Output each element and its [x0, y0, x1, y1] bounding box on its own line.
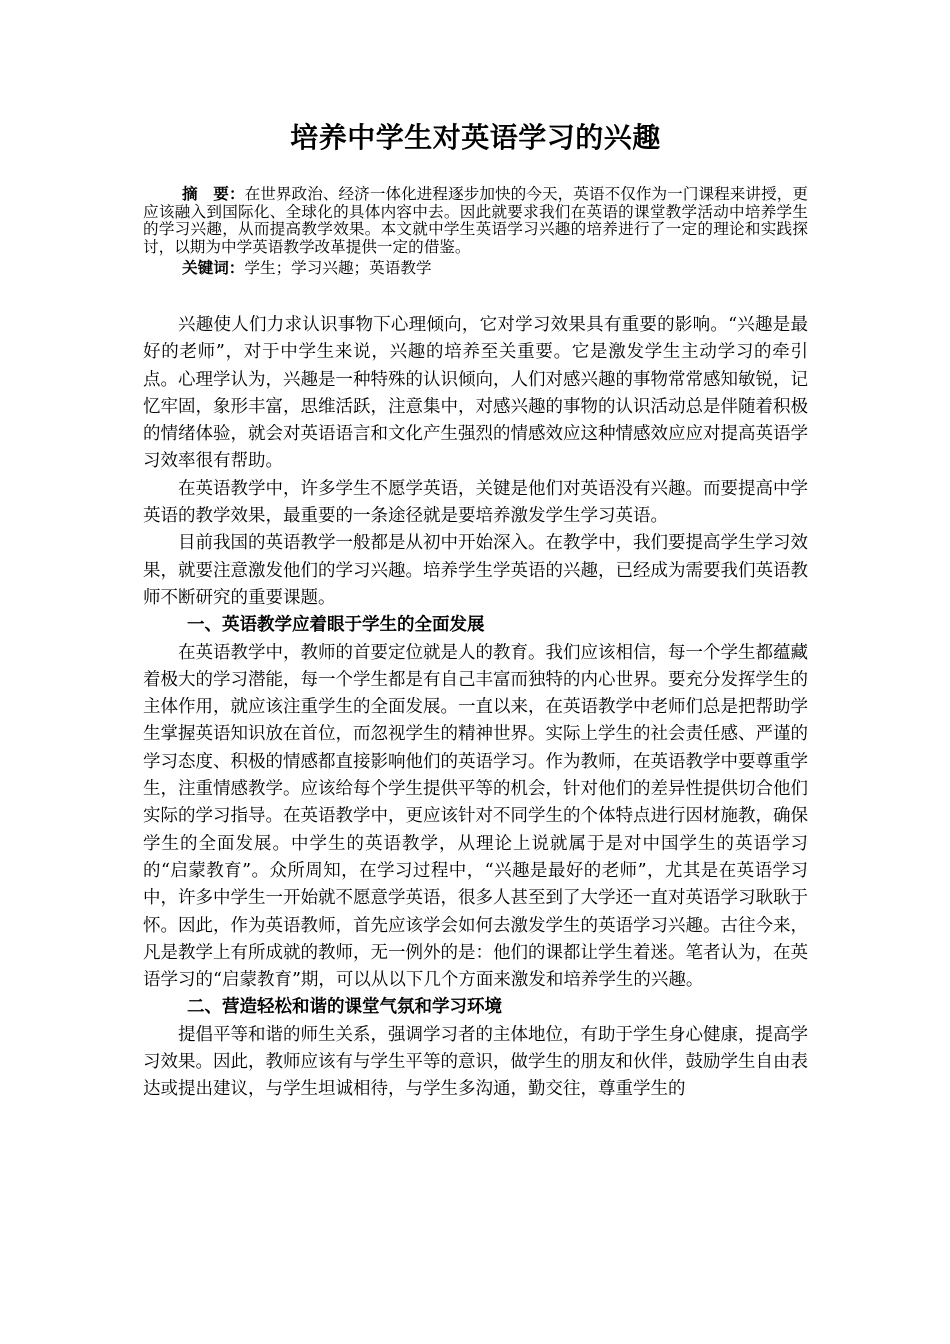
- abstract-text: 在世界政治、经济一体化进程逐步加快的今天，英语不仅作为一门课程来讲授，更应该融入到国际化、全球化的具体内容中去。因此就要求我们在英语的课堂教学活动中培养学生的学习兴趣，从而提高教学效果。本文就中学生英语学习兴趣的培养进行了一定的理论和实践探讨，以期为中学英语教学改革提供一定的借鉴。: [143, 185, 808, 256]
- body-text: [143, 312, 808, 1104]
- intro-paragraph-1: 兴趣使人们力求认识事物下心理倾向，它对学习效果具有重要的影响。“兴趣是最好的老师”，对于中学生来说，兴趣的培养至关重要。它是激发学生主动学习的牵引点。心理学认为，兴趣是一种特殊的认识倾向，人们对感兴趣的事物常常感知敏锐，记忆牢固，象形丰富，思维活跃，注意集中，对感兴趣的事物的认识活动总是伴随着积极的情绪体验，就会对英语语言和文化产生强烈的情感效应这种情感效应应对提高英语学习效率很有帮助。: [143, 315, 808, 472]
- section-1-paragraph: 在英语教学中，教师的首要定位就是人的教育。我们应该相信，每一个学生都蕴藏着极大的学习潜能，每一个学生都是有自己丰富而独特的内心世界。要充分发挥学生的主体作用，就应该注重学生的全面发展。一直以来，在英语教学中老师们总是把帮助学生掌握英语知识放在首位，而忽视学生的精神世界。实际上学生的社会责任感、严谨的学习态度、积极的情感都直接影响他们的英语学习。作为教师，在英语教学中要尊重学生，注重情感教学。应该给每个学生提供平等的机会，针对他们的差异性提供切合他们实际的学习指导。在英语教学中，更应该针对不同学生的个体特点进行因材施教，确保学生的全面发展。中学生的英语教学，从理论上说就属于是对中国学生的英语学习的“启蒙教育”。众所周知，在学习过程中，“兴趣是最好的老师”，尤其是在英语学习中，许多中学生一开始就不愿意学英语，很多人甚至到了大学还一直对英语学习耿耿于怀。因此，作为英语教师，首先应该学会如何去激发学生的英语学习兴趣。古往今来，凡是教学上有所成就的教师，无一例外的是：他们的课都让学生着迷。笔者认为，在英语学习的“启蒙教育”期，可以从以下几个方面来激发和培养学生的兴趣。: [143, 642, 808, 991]
- abstract-label: 摘 要：: [182, 185, 245, 203]
- section-2-paragraph: 提倡平等和谐的师生关系，强调学习者的主体地位，有助于学生身心健康，提高学习效果。因此，教师应该有与学生平等的意识，做学生的朋友和伙伴，鼓励学生自由表达或提出建议，与学生坦诚相待，与学生多沟通，勤交往，尊重学生的: [143, 1024, 808, 1100]
- intro-paragraph-3: 目前我国的英语教学一般都是从初中开始深入。在教学中，我们要提高学生学习效果，就要注意激发他们的学习兴趣。培养学生学英语的兴趣，已经成为需要我们英语教师不断研究的重要课题。: [143, 533, 808, 608]
- keywords-text: 学生；学习兴趣；英语教学: [244, 259, 432, 277]
- section-1-heading: 一、英语教学应着眼于学生的全面发展: [187, 615, 485, 636]
- keywords-label: 关键词：: [182, 259, 245, 277]
- section-2-heading: 二、营造轻松和谐的课堂气氛和学习环境: [187, 997, 502, 1018]
- document-page: [143, 118, 808, 1104]
- keywords: [143, 258, 808, 278]
- abstract: [143, 186, 808, 256]
- intro-paragraph-2: 在英语教学中，许多学生不愿学英语，关键是他们对英语没有兴趣。而要提高中学英语的教学效果，最重要的一条途径就是要培养激发学生学习英语。: [143, 478, 808, 527]
- document-title: 培养中学生对英语学习的兴趣: [290, 121, 661, 154]
